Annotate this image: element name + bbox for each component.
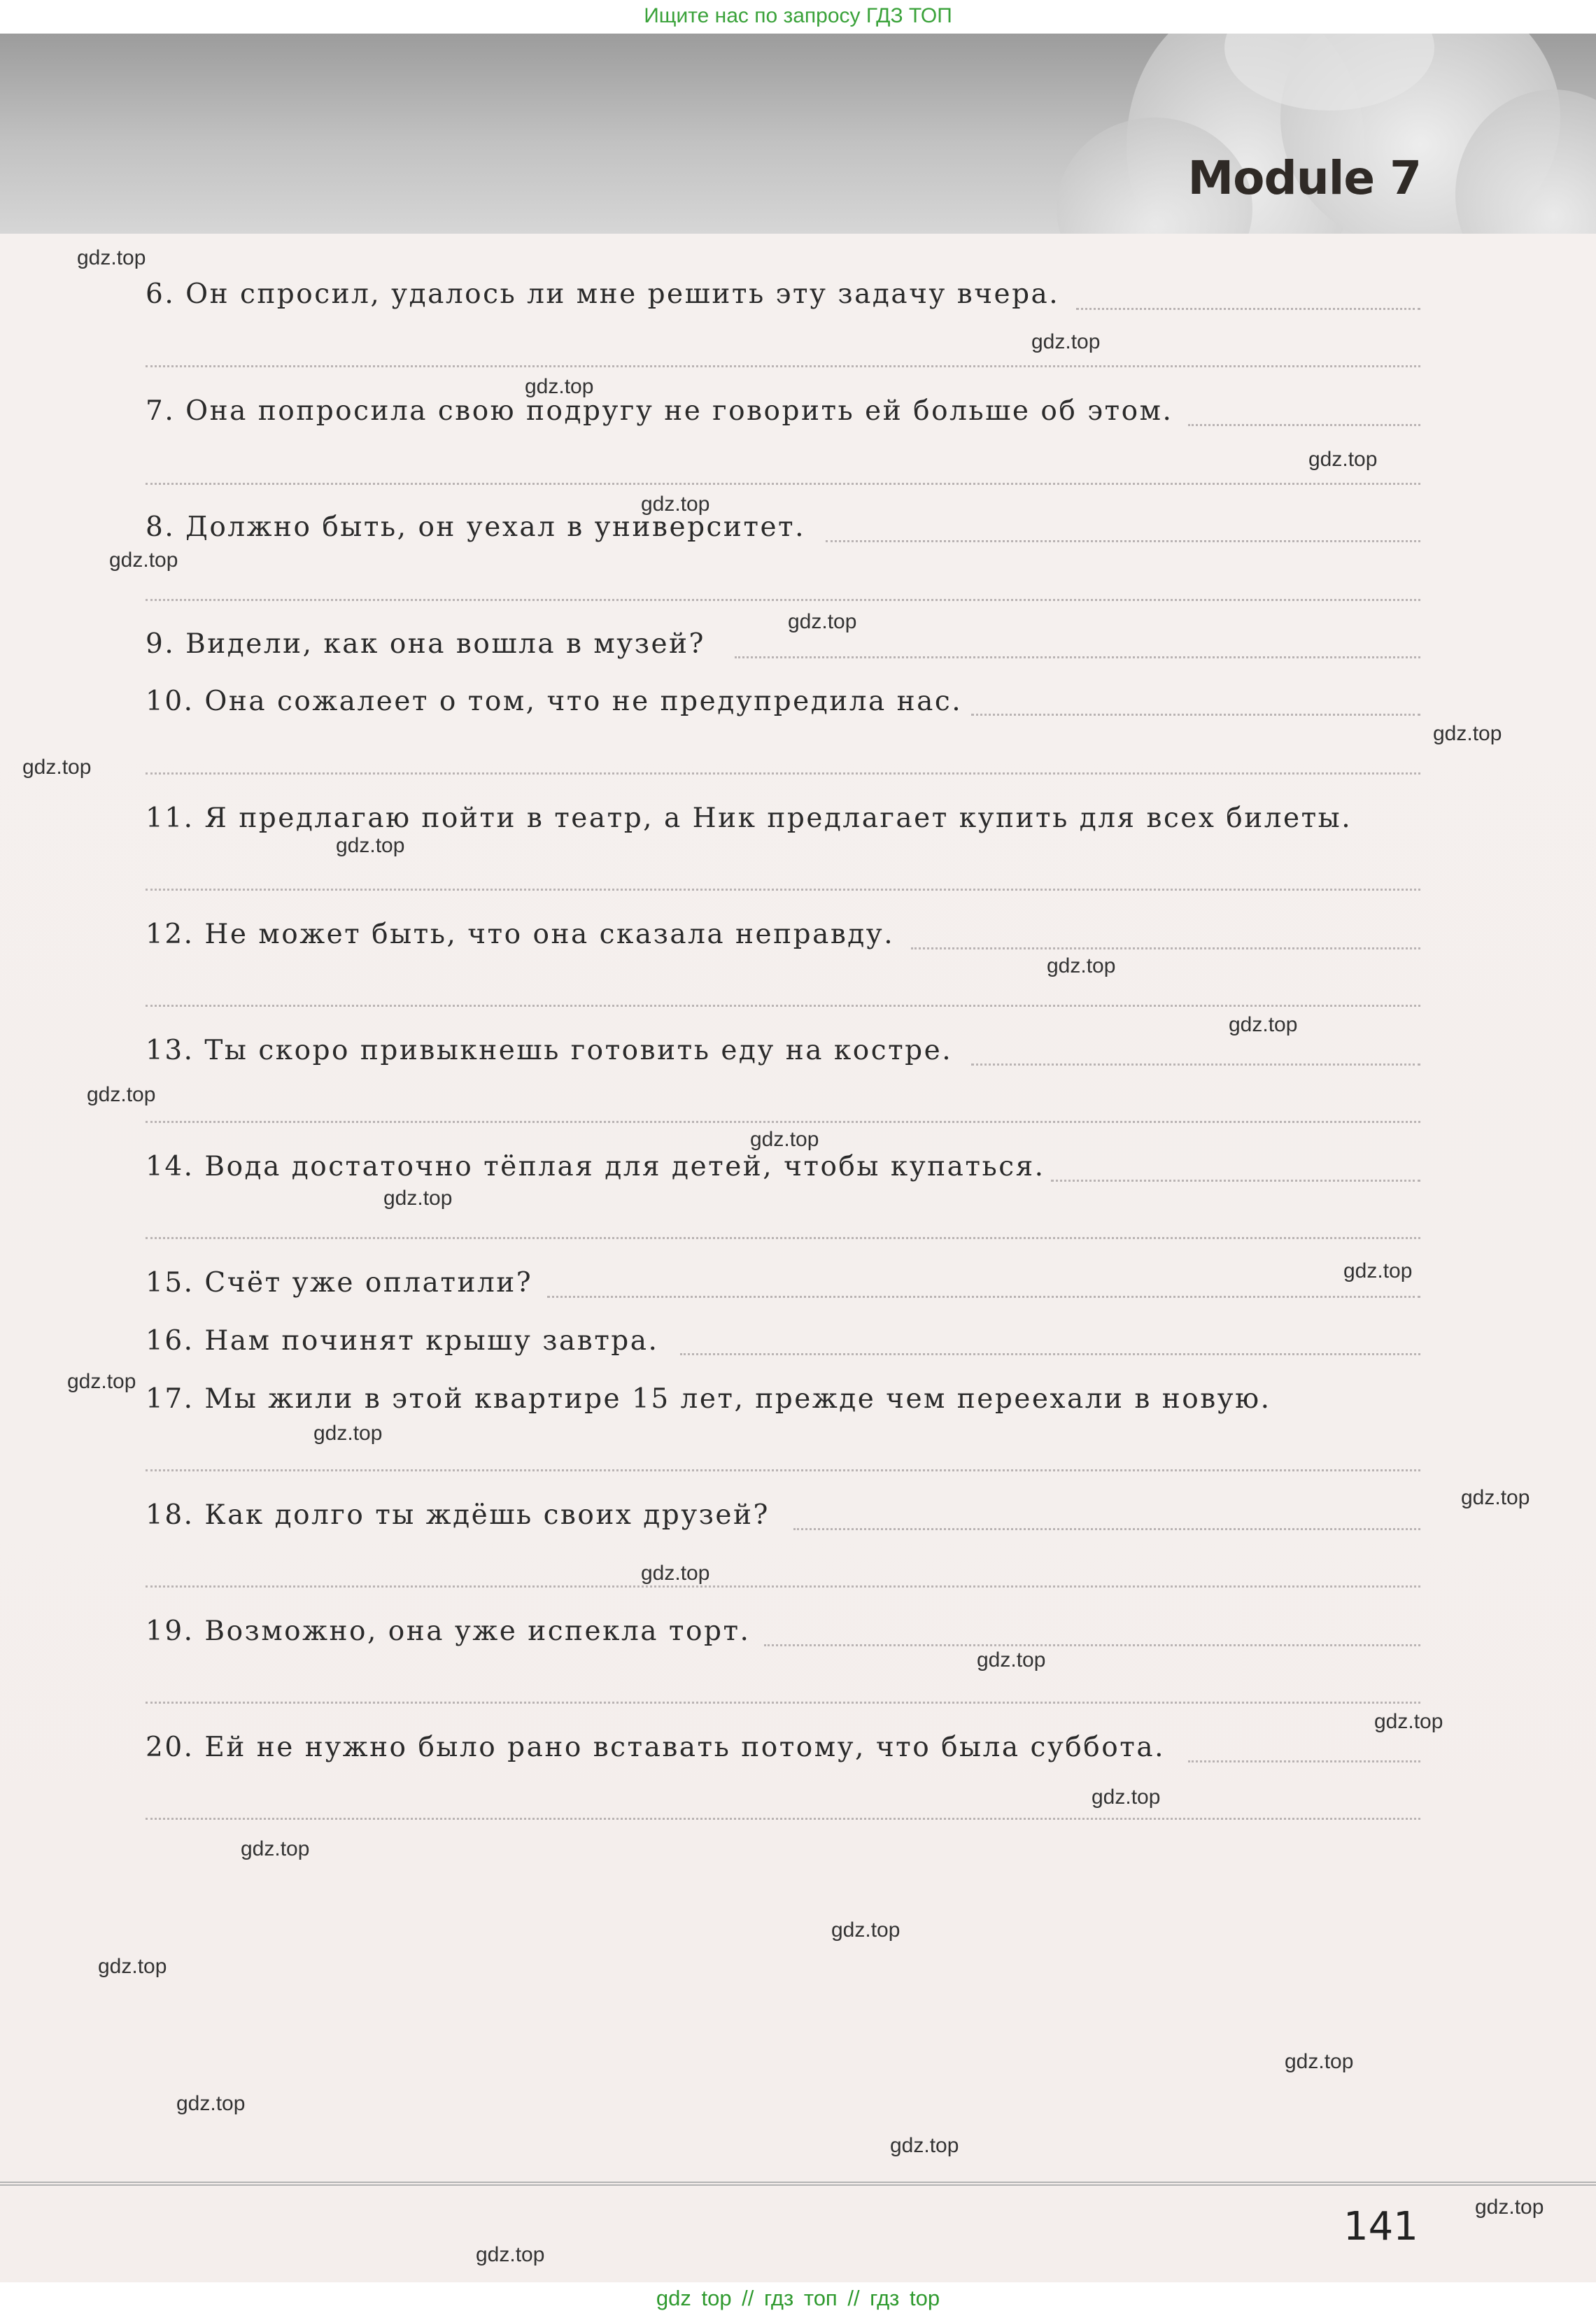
answer-line[interactable] [146,599,1420,601]
page-number: 141 [1343,2204,1418,2249]
watermark: gdz.top [1092,1786,1161,1809]
watermark: gdz.top [1031,330,1101,353]
answer-line[interactable] [793,1528,1420,1530]
watermark: gdz.top [750,1128,819,1151]
answer-line[interactable] [146,1469,1420,1471]
item-text: 15. Счёт уже оплатили? [146,1267,533,1299]
item-text: 7. Она попросила свою подругу не говорить ей больше об этом. [146,395,1173,427]
watermark: gdz.top [525,375,594,398]
watermark: gdz.top [1461,1486,1530,1509]
answer-line[interactable] [764,1644,1420,1646]
watermark: gdz.top [1475,2196,1544,2219]
answer-line[interactable] [1076,308,1420,310]
item-text: 18. Как долго ты ждёшь своих друзей? [146,1499,770,1531]
answer-line[interactable] [735,656,1420,658]
watermark: gdz.top [77,246,146,269]
watermark: gdz.top [788,610,857,633]
exercise-item-20 [146,1732,1419,1763]
answer-line[interactable] [146,1818,1420,1820]
watermark: gdz.top [241,1837,310,1860]
answer-line[interactable] [146,1121,1420,1123]
item-text: 13. Ты скоро привыкнешь готовить еду на костре. [146,1035,953,1066]
answer-line[interactable] [146,889,1420,891]
exercise-item-11 [146,803,1419,834]
watermark: gdz.top [22,756,92,779]
exercise-item-7 [146,395,1419,427]
watermark: gdz.top [1374,1710,1443,1733]
item-text: 16. Нам починят крышу завтра. [146,1325,659,1357]
item-text: 20. Ей не нужно было рано вставать потому, что была суббота. [146,1732,1165,1763]
watermark: gdz.top [1308,448,1378,471]
answer-line[interactable] [146,772,1420,775]
watermark: gdz.top [67,1370,136,1393]
watermark: gdz.top [641,1562,710,1585]
item-text: 17. Мы жили в этой квартире 15 лет, прежде чем переехали в новую. [146,1383,1271,1415]
exercise-item-6 [146,278,1419,310]
page-header [0,34,1596,234]
exercise-item-17 [146,1383,1419,1415]
item-text: 10. Она сожалеет о том, что не предупредила нас. [146,686,963,717]
item-text: 11. Я предлагаю пойти в театр, а Ник предлагает купить для всех билеты. [146,803,1353,834]
watermark: gdz.top [977,1648,1046,1672]
item-text: 19. Возможно, она уже испекла торт. [146,1616,751,1647]
watermark: gdz.top [890,2134,959,2157]
watermark: gdz.top [1433,722,1502,745]
answer-line[interactable] [971,1063,1420,1066]
answer-line[interactable] [146,1005,1420,1007]
watermark: gdz.top [98,1955,167,1978]
answer-line[interactable] [911,947,1420,949]
watermark: gdz.top [1285,2050,1354,2073]
watermark: gdz.top [109,549,178,572]
answer-line[interactable] [146,365,1420,367]
answer-line[interactable] [547,1296,1420,1298]
answer-line[interactable] [146,1237,1420,1239]
watermark: gdz.top [1047,954,1116,977]
answer-line[interactable] [146,1585,1420,1588]
item-text: 9. Видели, как она вошла в музей? [146,628,705,660]
exercise-item-16 [146,1325,1419,1357]
watermark: gdz.top [383,1187,453,1210]
watermark: gdz.top [87,1083,156,1106]
exercise-item-8 [146,511,1419,543]
answer-line[interactable] [1188,424,1420,426]
footer-links[interactable]: gdz top // гдз топ // гдз top [0,2282,1596,2318]
module-title: Module 7 [1187,151,1421,205]
footer-divider [0,2182,1596,2186]
exercise-item-15 [146,1267,1419,1299]
answer-line[interactable] [971,714,1420,716]
watermark: gdz.top [1343,1259,1413,1282]
item-text: 6. Он спросил, удалось ли мне решить эту задачу вчера. [146,278,1060,310]
exercise-item-14 [146,1151,1419,1182]
watermark: gdz.top [176,2092,246,2115]
exercise-item-12 [146,919,1419,950]
watermark: gdz.top [336,834,405,857]
watermark: gdz.top [1229,1013,1298,1036]
answer-line[interactable] [826,540,1420,542]
answer-line[interactable] [680,1353,1420,1355]
watermark: gdz.top [641,493,710,516]
exercise-item-13 [146,1035,1419,1066]
item-text: 8. Должно быть, он уехал в университет. [146,511,806,543]
item-text: 14. Вода достаточно тёплая для детей, чтобы купаться. [146,1151,1045,1182]
exercise-item-19 [146,1616,1419,1647]
watermark: gdz.top [476,2243,545,2266]
top-banner[interactable]: Ищите нас по запросу ГДЗ ТОП [0,0,1596,34]
exercise-item-10 [146,686,1419,717]
watermark: gdz.top [831,1918,901,1942]
answer-line[interactable] [146,1702,1420,1704]
exercise-item-9 [146,628,1419,660]
item-text: 12. Не может быть, что она сказала неправду. [146,919,895,950]
answer-line[interactable] [146,483,1420,485]
answer-line[interactable] [1051,1180,1420,1182]
answer-line[interactable] [1188,1760,1420,1762]
exercise-item-18 [146,1499,1419,1531]
watermark: gdz.top [313,1422,383,1445]
